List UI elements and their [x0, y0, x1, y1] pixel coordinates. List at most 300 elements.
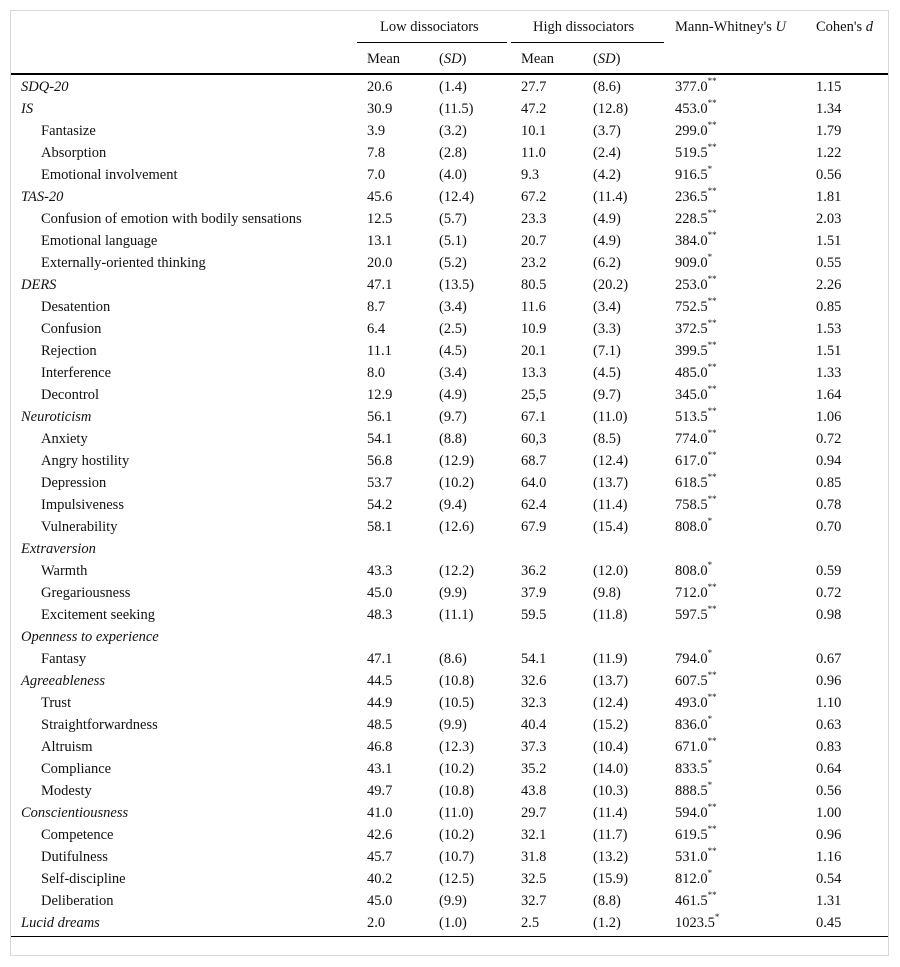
cohens-d-cell: 1.00 — [816, 805, 842, 821]
cohens-d-cell: 0.45 — [816, 915, 842, 931]
subscale-label: Vulnerability — [41, 519, 118, 535]
significance-marker: ** — [707, 692, 717, 703]
low-sd-cell: (12.5) — [439, 871, 475, 887]
mann-whitney-u-cell — [675, 583, 717, 603]
significance-marker: ** — [707, 318, 717, 329]
high-mean-cell: 10.1 — [521, 123, 547, 139]
low-sd-cell: (8.8) — [439, 431, 467, 447]
mann-whitney-u-cell — [675, 737, 717, 757]
high-sd-cell: (8.6) — [593, 79, 621, 95]
significance-marker: * — [707, 714, 713, 725]
significance-marker: ** — [707, 472, 717, 483]
subscale-label: Deliberation — [41, 893, 114, 909]
sd-open: ( — [593, 51, 598, 67]
u-value: 808.0 — [675, 563, 708, 579]
high-mean-cell: 20.7 — [521, 233, 547, 249]
subscale-label: Decontrol — [41, 387, 99, 403]
cohens-d-cell: 0.72 — [816, 585, 842, 601]
subscale-label: Desatention — [41, 299, 111, 315]
u-value: 774.0 — [675, 431, 708, 447]
high-sd-cell: (3.7) — [593, 123, 621, 139]
low-mean-cell: 45.0 — [367, 585, 393, 601]
significance-marker: * — [707, 164, 713, 175]
mann-whitney-u-cell — [675, 693, 717, 713]
subscale-label: Self-discipline — [41, 871, 126, 887]
low-sd-cell: (10.2) — [439, 475, 475, 491]
high-mean-cell: 31.8 — [521, 849, 547, 865]
mann-whitney-u-cell — [675, 715, 712, 735]
high-sd-cell: (8.8) — [593, 893, 621, 909]
high-mean-cell: 27.7 — [521, 79, 547, 95]
subscale-label: Externally-oriented thinking — [41, 255, 206, 271]
high-sd-cell: (10.4) — [593, 739, 629, 755]
high-sd-cell: (11.9) — [593, 651, 628, 667]
mann-whitney-u-cell — [675, 781, 712, 801]
u-value: 758.5 — [675, 497, 708, 513]
scale-label: DERS — [21, 277, 57, 293]
mann-whitney-u-cell — [675, 451, 717, 471]
significance-marker: ** — [707, 428, 717, 439]
cohens-d-cell: 1.22 — [816, 145, 842, 161]
significance-marker: * — [707, 868, 713, 879]
u-value: 752.5 — [675, 299, 708, 315]
u-value: 794.0 — [675, 651, 708, 667]
mann-whitney-u-cell — [675, 165, 712, 185]
u-value: 531.0 — [675, 849, 708, 865]
high-mean-cell: 36.2 — [521, 563, 547, 579]
mann-whitney-u-cell — [675, 319, 717, 339]
low-mean-cell: 44.9 — [367, 695, 393, 711]
high-sd-cell: (9.8) — [593, 585, 621, 601]
low-sd-cell: (12.2) — [439, 563, 475, 579]
low-mean-cell: 2.0 — [367, 915, 386, 931]
high-mean-cell: 47.2 — [521, 101, 547, 117]
cohens-d-cell: 1.31 — [816, 893, 842, 909]
u-value: 808.0 — [675, 519, 708, 535]
high-mean-cell: 32.1 — [521, 827, 547, 843]
low-mean-cell: 45.6 — [367, 189, 393, 205]
low-mean-cell: 30.9 — [367, 101, 393, 117]
mann-whitney-u-cell — [675, 143, 717, 163]
high-sd-cell: (11.4) — [593, 189, 628, 205]
cohens-d-cell: 0.85 — [816, 475, 842, 491]
u-value: 377.0 — [675, 79, 708, 95]
significance-marker: ** — [707, 296, 717, 307]
mann-whitney-u-cell — [675, 297, 717, 317]
header-low-dissociators: Low dissociators — [380, 19, 479, 35]
cohens-d-cell: 1.81 — [816, 189, 842, 205]
significance-marker: ** — [707, 208, 717, 219]
significance-marker: ** — [707, 670, 717, 681]
low-mean-cell: 43.1 — [367, 761, 393, 777]
low-mean-cell: 8.0 — [367, 365, 386, 381]
significance-marker: ** — [707, 802, 717, 813]
u-value: 519.5 — [675, 145, 708, 161]
low-sd-cell: (9.9) — [439, 893, 467, 909]
low-sd-cell: (11.0) — [439, 805, 474, 821]
header-mann-whitney — [675, 17, 786, 37]
low-sd-cell: (9.7) — [439, 409, 467, 425]
cohens-d-cell: 0.67 — [816, 651, 842, 667]
cohens-d-cell: 1.51 — [816, 233, 842, 249]
low-mean-cell: 48.5 — [367, 717, 393, 733]
mann-whitney-u-cell — [675, 561, 712, 581]
u-value: 345.0 — [675, 387, 708, 403]
high-sd-cell: (11.8) — [593, 607, 628, 623]
u-value: 607.5 — [675, 673, 708, 689]
high-mean-cell: 13.3 — [521, 365, 547, 381]
subscale-label: Warmth — [41, 563, 88, 579]
u-value: 461.5 — [675, 893, 708, 909]
low-mean-cell: 20.6 — [367, 79, 393, 95]
header-high-dissociators: High dissociators — [533, 19, 635, 35]
u-value: 618.5 — [675, 475, 708, 491]
mann-whitney-u-cell — [675, 99, 717, 119]
cohens-d-cell: 0.98 — [816, 607, 842, 623]
u-value: 833.5 — [675, 761, 708, 777]
cohens-d-cell: 1.06 — [816, 409, 842, 425]
subscale-label: Angry hostility — [41, 453, 130, 469]
low-sd-cell: (1.4) — [439, 79, 467, 95]
sd-symbol: SD — [443, 51, 462, 67]
low-sd-cell: (5.2) — [439, 255, 467, 271]
u-value: 493.0 — [675, 695, 708, 711]
mann-whitney-u-cell — [675, 407, 717, 427]
subscale-label: Fantasy — [41, 651, 87, 667]
high-mean-cell: 37.3 — [521, 739, 547, 755]
significance-marker: ** — [707, 494, 717, 505]
high-mean-cell: 59.5 — [521, 607, 547, 623]
u-value: 597.5 — [675, 607, 708, 623]
subscale-label: Modesty — [41, 783, 92, 799]
low-mean-cell: 46.8 — [367, 739, 393, 755]
subscale-label: Interference — [41, 365, 112, 381]
u-value: 485.0 — [675, 365, 708, 381]
low-sd-cell: (11.5) — [439, 101, 474, 117]
high-sd-cell: (9.7) — [593, 387, 621, 403]
low-mean-cell: 44.5 — [367, 673, 393, 689]
subheader-low-mean: Mean — [367, 51, 401, 67]
high-mean-cell: 35.2 — [521, 761, 547, 777]
subscale-label: Confusion of emotion with bodily sensations — [41, 211, 302, 227]
significance-marker: * — [707, 758, 713, 769]
scale-label: Neuroticism — [21, 409, 92, 425]
low-sd-cell: (12.9) — [439, 453, 475, 469]
significance-marker: ** — [707, 846, 717, 857]
high-sd-cell: (11.4) — [593, 805, 628, 821]
u-value: 617.0 — [675, 453, 708, 469]
mann-whitney-u-cell — [675, 121, 717, 141]
low-sd-cell: (10.2) — [439, 761, 475, 777]
u-value: 909.0 — [675, 255, 708, 271]
high-mean-cell: 23.3 — [521, 211, 547, 227]
significance-marker: * — [707, 648, 713, 659]
low-mean-cell: 42.6 — [367, 827, 393, 843]
high-sd-cell: (8.5) — [593, 431, 621, 447]
low-sd-cell: (3.4) — [439, 365, 467, 381]
low-mean-cell: 48.3 — [367, 607, 393, 623]
significance-marker: ** — [707, 142, 717, 153]
significance-marker: ** — [707, 736, 717, 747]
mann-whitney-u-cell — [675, 891, 717, 911]
cohens-d-cell: 0.96 — [816, 673, 842, 689]
low-sd-cell: (10.2) — [439, 827, 475, 843]
significance-marker: * — [707, 252, 713, 263]
subheader-high-mean: Mean — [521, 51, 555, 67]
high-mean-cell: 40.4 — [521, 717, 547, 733]
low-sd-cell: (12.6) — [439, 519, 475, 535]
cohens-d-cell: 0.59 — [816, 563, 842, 579]
mann-whitney-u-cell — [675, 869, 712, 889]
low-sd-cell: (4.5) — [439, 343, 467, 359]
low-mean-cell: 45.0 — [367, 893, 393, 909]
u-value: 712.0 — [675, 585, 708, 601]
header-mw-symbol: U — [775, 19, 786, 35]
low-sd-cell: (4.9) — [439, 387, 467, 403]
high-mean-cell: 64.0 — [521, 475, 547, 491]
high-mean-cell: 32.6 — [521, 673, 547, 689]
high-mean-cell: 67.1 — [521, 409, 547, 425]
cohens-d-cell: 0.72 — [816, 431, 842, 447]
header-cohens-d — [816, 17, 873, 37]
u-value: 228.5 — [675, 211, 708, 227]
header-bottom-rule — [11, 73, 888, 75]
high-mean-cell: 32.7 — [521, 893, 547, 909]
significance-marker: ** — [707, 98, 717, 109]
scale-label: Agreeableness — [21, 673, 106, 689]
mann-whitney-u-cell — [675, 209, 717, 229]
low-mean-cell: 47.1 — [367, 277, 393, 293]
high-mean-cell: 11.6 — [521, 299, 546, 315]
subscale-label: Impulsiveness — [41, 497, 124, 513]
low-sd-cell: (10.7) — [439, 849, 475, 865]
u-value: 399.5 — [675, 343, 708, 359]
cohens-d-cell: 0.55 — [816, 255, 842, 271]
high-mean-cell: 54.1 — [521, 651, 547, 667]
u-value: 513.5 — [675, 409, 708, 425]
cohens-d-cell: 0.56 — [816, 167, 842, 183]
significance-marker: ** — [707, 824, 717, 835]
high-mean-cell: 80.5 — [521, 277, 547, 293]
mann-whitney-u-cell — [675, 341, 717, 361]
group-underline-high — [511, 42, 664, 43]
subscale-label: Straightforwardness — [41, 717, 158, 733]
significance-marker: ** — [707, 406, 717, 417]
high-mean-cell: 67.9 — [521, 519, 547, 535]
high-sd-cell: (13.2) — [593, 849, 629, 865]
group-underline-low — [357, 42, 507, 43]
low-sd-cell: (10.5) — [439, 695, 475, 711]
high-sd-cell: (10.3) — [593, 783, 629, 799]
cohens-d-cell: 0.56 — [816, 783, 842, 799]
low-sd-cell: (9.9) — [439, 585, 467, 601]
mann-whitney-u-cell — [675, 517, 712, 537]
low-mean-cell: 43.3 — [367, 563, 393, 579]
high-sd-cell: (13.7) — [593, 673, 629, 689]
high-sd-cell: (11.4) — [593, 497, 628, 513]
mann-whitney-u-cell — [675, 847, 717, 867]
subscale-label: Competence — [41, 827, 114, 843]
low-mean-cell: 13.1 — [367, 233, 393, 249]
cohens-d-cell: 1.34 — [816, 101, 842, 117]
cohens-d-cell: 0.70 — [816, 519, 842, 535]
significance-marker: ** — [707, 76, 717, 87]
low-sd-cell: (11.1) — [439, 607, 474, 623]
high-sd-cell: (11.0) — [593, 409, 628, 425]
low-mean-cell: 53.7 — [367, 475, 393, 491]
mann-whitney-u-cell — [675, 275, 717, 295]
low-sd-cell: (3.4) — [439, 299, 467, 315]
low-sd-cell: (3.2) — [439, 123, 467, 139]
high-sd-cell: (1.2) — [593, 915, 621, 931]
u-value: 1023.5 — [675, 915, 715, 931]
high-sd-cell: (6.2) — [593, 255, 621, 271]
subscale-label: Confusion — [41, 321, 102, 337]
u-value: 836.0 — [675, 717, 708, 733]
subscale-label: Gregariousness — [41, 585, 131, 601]
high-sd-cell: (14.0) — [593, 761, 629, 777]
low-sd-cell: (4.0) — [439, 167, 467, 183]
subscale-label: Trust — [41, 695, 72, 711]
significance-marker: ** — [707, 230, 717, 241]
low-mean-cell: 54.2 — [367, 497, 393, 513]
high-sd-cell: (12.0) — [593, 563, 629, 579]
header-cohen-symbol: d — [865, 19, 873, 35]
subscale-label: Altruism — [41, 739, 93, 755]
mann-whitney-u-cell — [675, 253, 712, 273]
low-sd-cell: (5.1) — [439, 233, 467, 249]
u-value: 253.0 — [675, 277, 708, 293]
high-sd-cell: (4.5) — [593, 365, 621, 381]
high-sd-cell: (2.4) — [593, 145, 621, 161]
high-mean-cell: 11.0 — [521, 145, 546, 161]
u-value: 812.0 — [675, 871, 708, 887]
cohens-d-cell: 0.94 — [816, 453, 842, 469]
high-mean-cell: 37.9 — [521, 585, 547, 601]
significance-marker: ** — [707, 274, 717, 285]
u-value: 916.5 — [675, 167, 708, 183]
subscale-label: Fantasize — [41, 123, 96, 139]
cohens-d-cell: 1.79 — [816, 123, 842, 139]
mann-whitney-u-cell — [675, 473, 717, 493]
sd-close: ) — [461, 51, 467, 67]
sd-close: ) — [615, 51, 621, 67]
subscale-label: Compliance — [41, 761, 112, 777]
subscale-label: Rejection — [41, 343, 97, 359]
low-mean-cell: 7.0 — [367, 167, 386, 183]
cohens-d-cell: 1.64 — [816, 387, 842, 403]
mann-whitney-u-cell — [675, 385, 717, 405]
u-value: 236.5 — [675, 189, 708, 205]
low-mean-cell: 11.1 — [367, 343, 392, 359]
u-value: 384.0 — [675, 233, 708, 249]
high-sd-cell: (12.8) — [593, 101, 629, 117]
high-sd-cell: (3.3) — [593, 321, 621, 337]
u-value: 671.0 — [675, 739, 708, 755]
significance-marker: ** — [707, 120, 717, 131]
cohens-d-cell: 0.64 — [816, 761, 842, 777]
low-mean-cell: 47.1 — [367, 651, 393, 667]
low-mean-cell: 45.7 — [367, 849, 393, 865]
high-mean-cell: 62.4 — [521, 497, 547, 513]
subscale-label: Anxiety — [41, 431, 88, 447]
high-mean-cell: 60,3 — [521, 431, 547, 447]
cohens-d-cell: 0.54 — [816, 871, 842, 887]
subscale-label: Emotional involvement — [41, 167, 178, 183]
low-mean-cell: 56.1 — [367, 409, 393, 425]
low-mean-cell: 3.9 — [367, 123, 386, 139]
low-mean-cell: 54.1 — [367, 431, 393, 447]
significance-marker: ** — [707, 340, 717, 351]
low-mean-cell: 6.4 — [367, 321, 386, 337]
high-mean-cell: 2.5 — [521, 915, 540, 931]
subheader-high-sd — [593, 49, 620, 69]
high-mean-cell: 25,5 — [521, 387, 547, 403]
cohens-d-cell: 0.83 — [816, 739, 842, 755]
u-value: 594.0 — [675, 805, 708, 821]
u-value: 888.5 — [675, 783, 708, 799]
low-sd-cell: (8.6) — [439, 651, 467, 667]
low-sd-cell: (1.0) — [439, 915, 467, 931]
high-sd-cell: (4.9) — [593, 233, 621, 249]
subheader-low-sd — [439, 49, 466, 69]
header-mw-label: Mann-Whitney's — [675, 19, 776, 35]
cohens-d-cell: 1.53 — [816, 321, 842, 337]
low-mean-cell: 8.7 — [367, 299, 386, 315]
low-mean-cell: 58.1 — [367, 519, 393, 535]
mann-whitney-u-cell — [675, 495, 717, 515]
mann-whitney-u-cell — [675, 363, 717, 383]
mann-whitney-u-cell — [675, 187, 717, 207]
scale-label: Lucid dreams — [21, 915, 100, 931]
low-sd-cell: (2.5) — [439, 321, 467, 337]
significance-marker: * — [707, 516, 713, 527]
significance-marker: ** — [707, 362, 717, 373]
significance-marker: ** — [707, 450, 717, 461]
mann-whitney-u-cell — [675, 913, 719, 933]
high-sd-cell: (20.2) — [593, 277, 629, 293]
significance-marker: * — [707, 780, 713, 791]
cohens-d-cell: 0.78 — [816, 497, 842, 513]
subscale-label: Emotional language — [41, 233, 158, 249]
scale-label: Conscientiousness — [21, 805, 129, 821]
high-sd-cell: (12.4) — [593, 695, 629, 711]
low-mean-cell: 49.7 — [367, 783, 393, 799]
high-mean-cell: 29.7 — [521, 805, 547, 821]
cohens-d-cell: 2.03 — [816, 211, 842, 227]
high-mean-cell: 32.5 — [521, 871, 547, 887]
low-sd-cell: (9.4) — [439, 497, 467, 513]
u-value: 372.5 — [675, 321, 708, 337]
significance-marker: ** — [707, 186, 717, 197]
mann-whitney-u-cell — [675, 231, 717, 251]
mann-whitney-u-cell — [675, 77, 717, 97]
high-mean-cell: 67.2 — [521, 189, 547, 205]
cohens-d-cell: 1.51 — [816, 343, 842, 359]
low-sd-cell: (10.8) — [439, 673, 475, 689]
high-sd-cell: (3.4) — [593, 299, 621, 315]
high-mean-cell: 32.3 — [521, 695, 547, 711]
scale-label: TAS-20 — [21, 189, 64, 205]
cohens-d-cell: 0.96 — [816, 827, 842, 843]
high-sd-cell: (13.7) — [593, 475, 629, 491]
high-sd-cell: (7.1) — [593, 343, 621, 359]
subscale-label: Excitement seeking — [41, 607, 155, 623]
cohens-d-cell: 2.26 — [816, 277, 842, 293]
low-sd-cell: (13.5) — [439, 277, 475, 293]
scale-label: Extraversion — [21, 541, 96, 557]
significance-marker: ** — [707, 604, 717, 615]
